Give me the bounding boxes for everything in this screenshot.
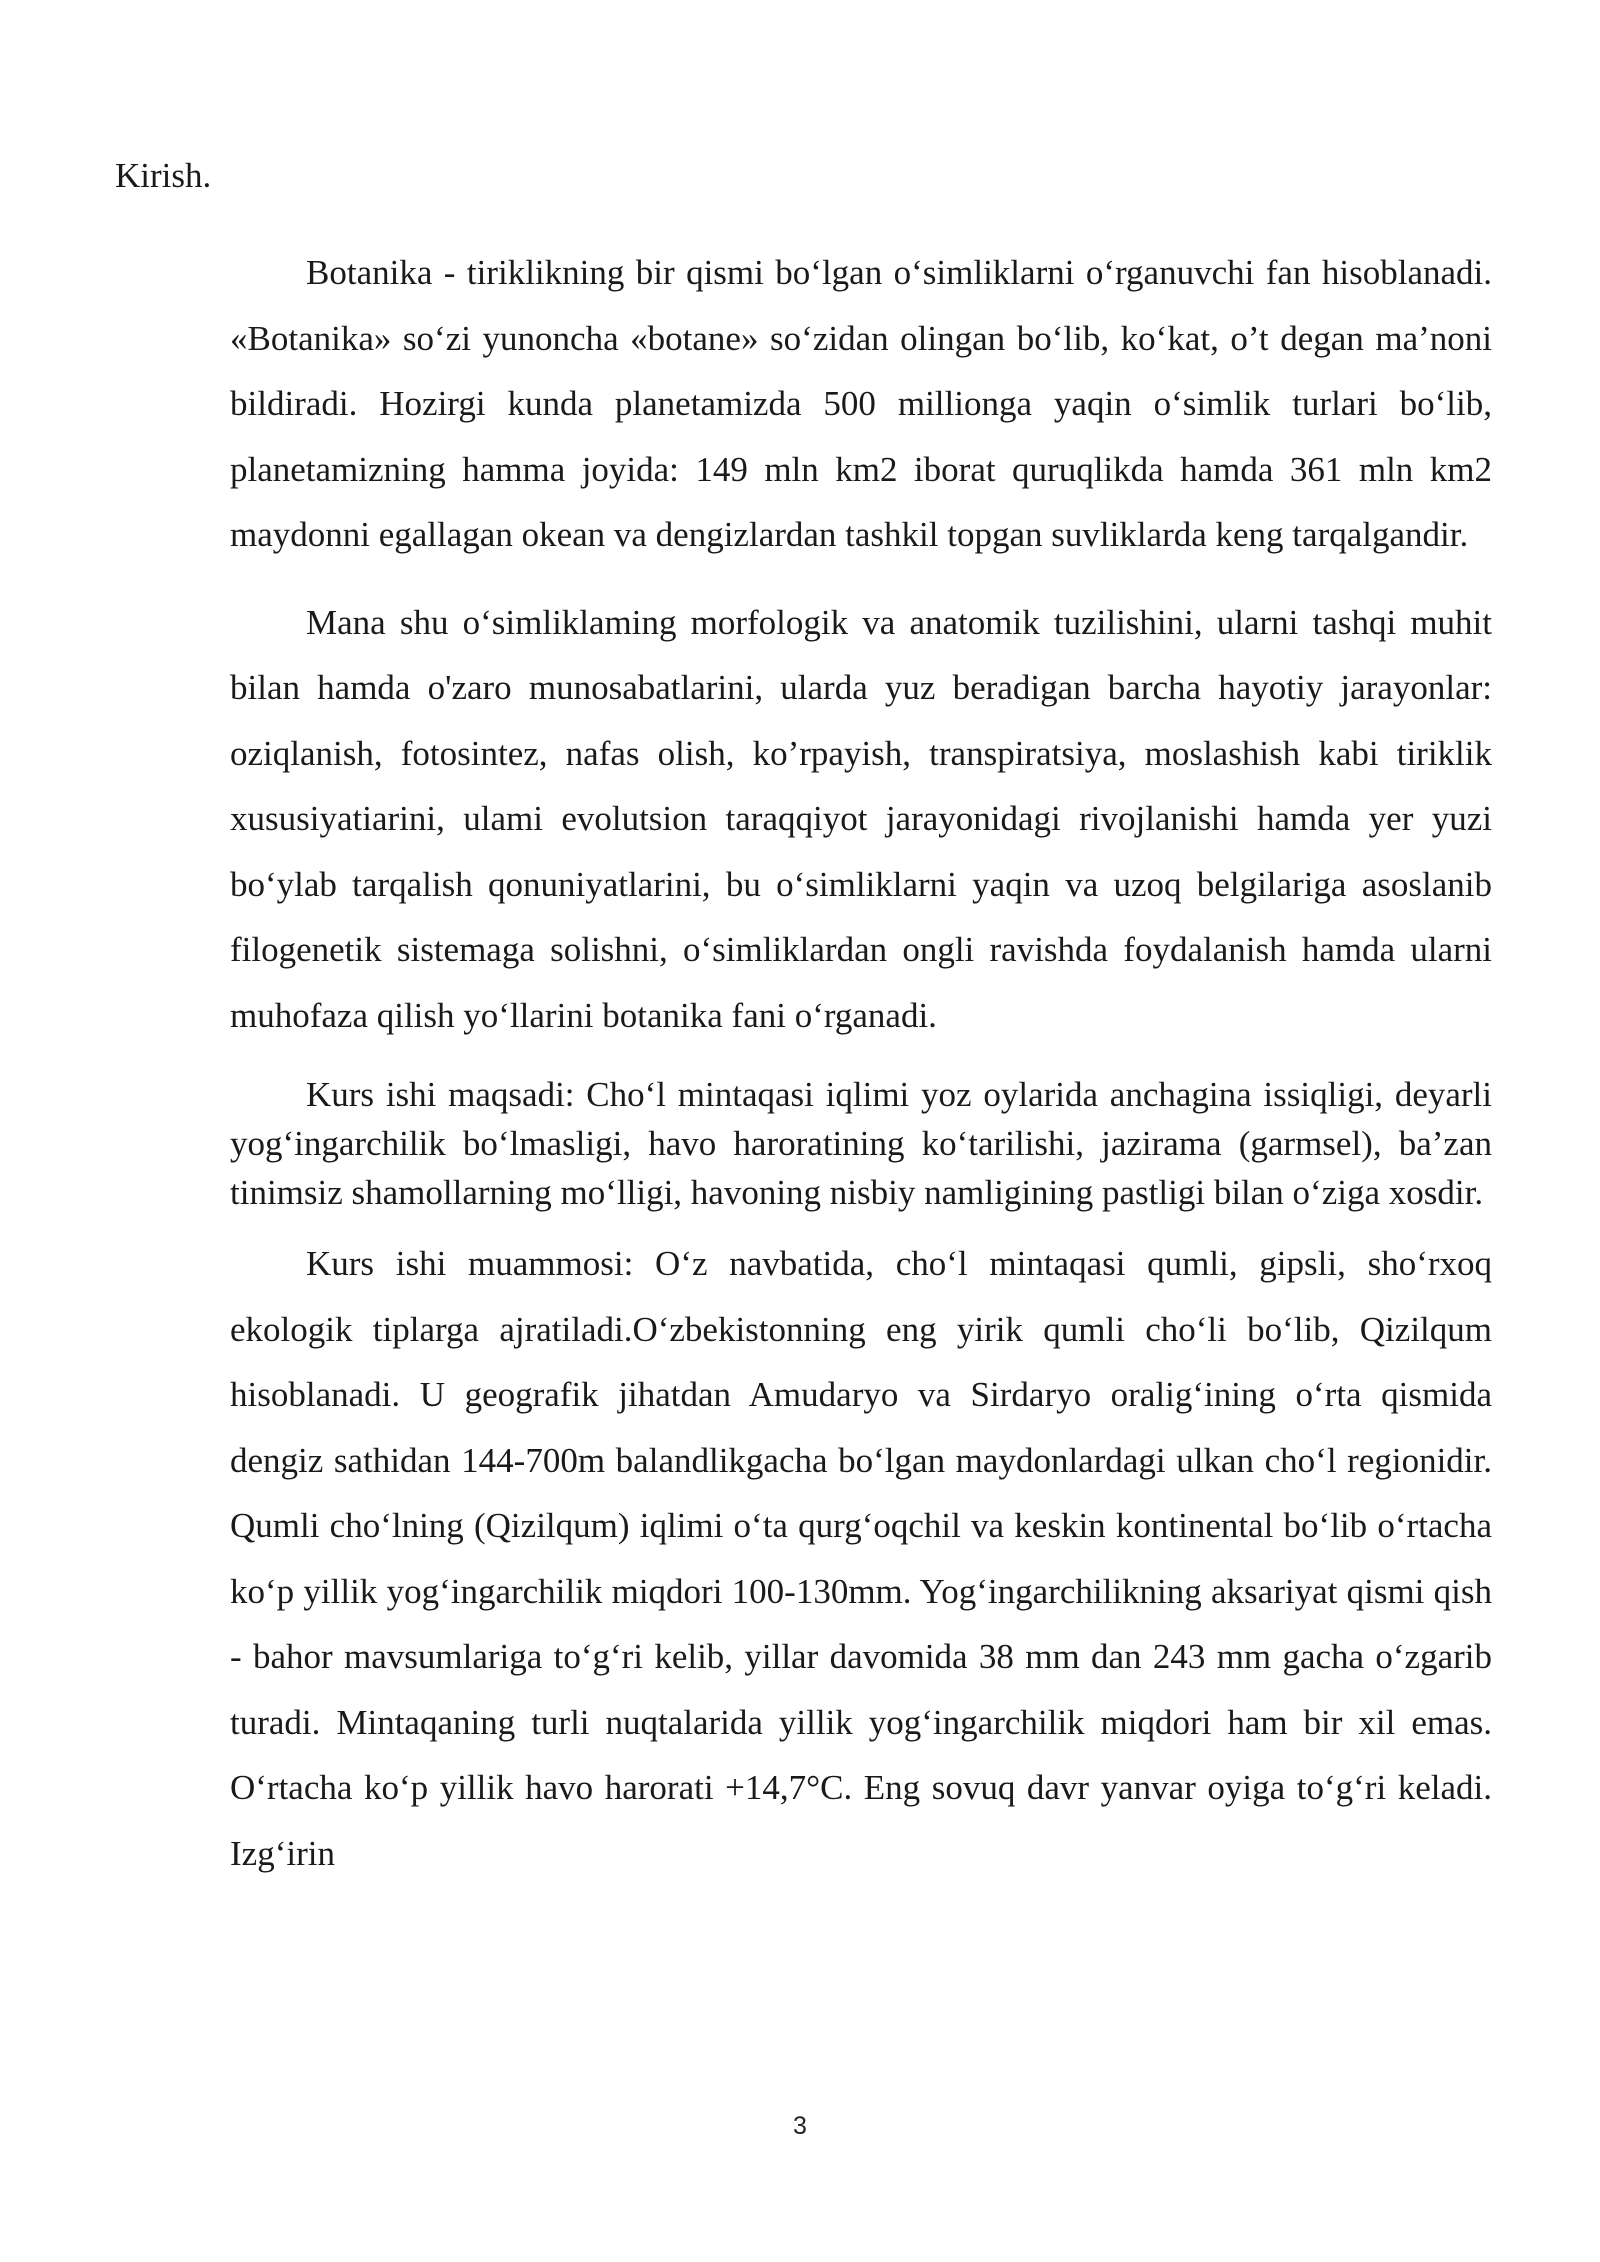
paragraph-course-goal: Kurs ishi maqsadi: Cho‘l mintaqasi iqlimi yoz oylarida anchagina issiqligi, deyarli yog‘ingarchilik bo‘lmasligi, havo haroratining ko‘tarilishi, jazirama (garmsel), ba’zan tinimsiz shamollarning mo‘lligi, havoning nisbiy namligining pastligi bilan o‘ziga xosdir.: [230, 1075, 1492, 1212]
page-number: 3: [793, 2112, 807, 2140]
paragraph-course-problem: Kurs ishi muammosi: O‘z navbatida, cho‘l mintaqasi qumli, gipsli, sho‘rxoq ekologik tiplarga ajratiladi.O‘zbekistonning eng yirik qumli cho‘li bo‘lib, Qizilqum hisoblanadi. U geografik jihatdan Amudaryo va Sirdaryo oralig‘ining o‘rta qismida dengiz sathidan 144-700m balandlikgacha bo‘lgan maydonlardagi ulkan cho‘l regionidir. Qumli cho‘lning (Qizilqum) iqlimi o‘ta qurg‘oqchil va keskin kontinental bo‘lib o‘rtacha ko‘p yillik yog‘ingarchilik miqdori 100-130mm. Yog‘ingarchilikning aksariyat qismi qish - bahor mavsumlariga to‘g‘ri kelib, yillar davomida 38 mm dan 243 mm gacha o‘zgarib turadi. Mintaqaning turli nuqtalarida yillik yog‘ingarchilik miqdori ham bir xil emas. O‘rtacha ko‘p yillik havo harorati +14,7°C. Eng sovuq davr yanvar oyiga to‘g‘ri keladi. Izg‘irin: [230, 1244, 1492, 1873]
paragraph-botanika-intro: Botanika - tiriklikning bir qismi bo‘lgan o‘simliklarni o‘rganuvchi fan hisoblanadi. «Botanika» so‘zi yunoncha «botane» so‘zidan olingan bo‘lib, ko‘kat, o’t degan ma’noni bildiradi. Hozirgi kunda planetamizda 500 millionga yaqin o‘simlik turlari bo‘lib, planetamizning hamma joyida: 149 mln km2 iborat quruqlikda hamda 361 mln km2 maydonni egallagan okean va dengizlardan tashkil topgan suvliklarda keng tarqalgandir.: [230, 253, 1492, 554]
section-heading: Kirish.: [115, 156, 212, 195]
document-body: [230, 240, 1492, 1908]
paragraph-botanika-scope: Mana shu o‘simliklaming morfologik va anatomik tuzilishini, ularni tashqi muhit bilan hamda o'zaro munosabatlarini, ularda yuz beradigan barcha hayotiy jarayonlar: oziqlanish, fotosintez, nafas olish, ko’rpayish, transpiratsiya, moslashish kabi tiriklik xususiyatiarini, ulami evolutsion taraqqiyot jarayonidagi rivojlanishi hamda yer yuzi bo‘ylab tarqalish qonuniyatlarini, bu o‘simliklarni yaqin va uzoq belgilariga asoslanib filogenetik sistemaga solishni, o‘simliklardan ongli ravishda foydalanish hamda ularni muhofaza qilish yo‘llarini botanika fani o‘rganadi.: [230, 602, 1492, 1035]
